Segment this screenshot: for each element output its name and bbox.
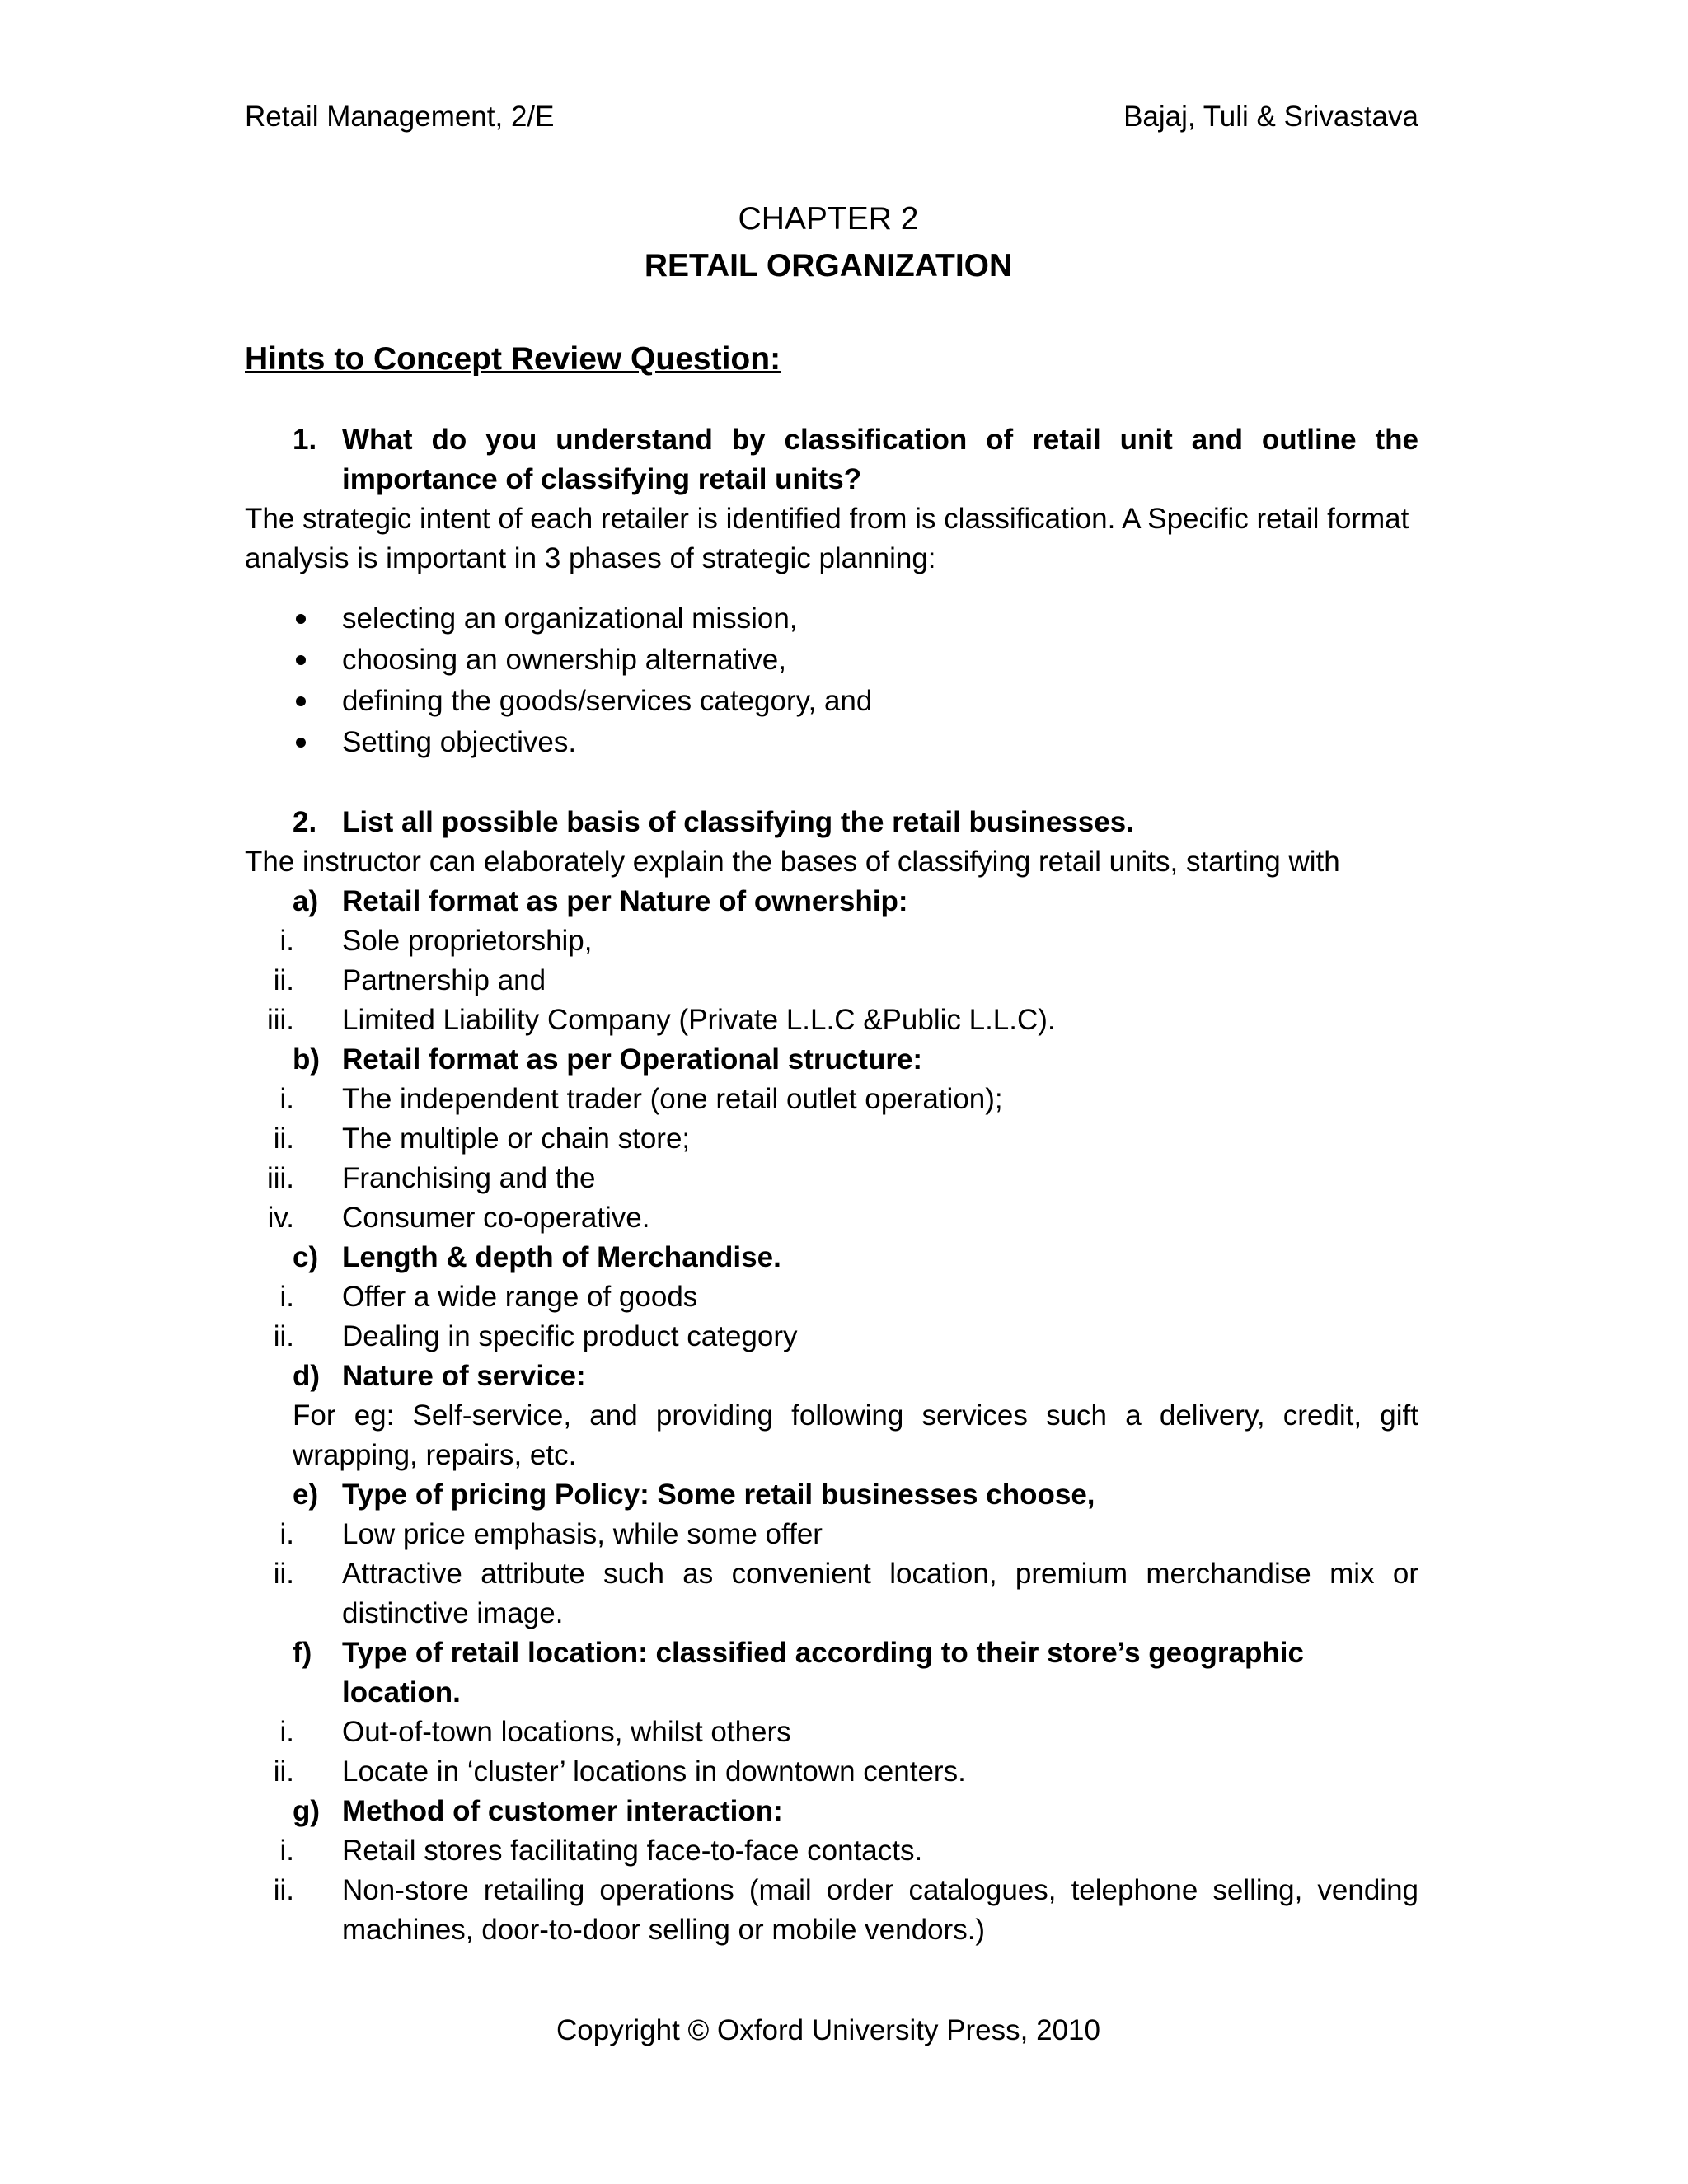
question-text: What do you understand by classification of retail unit and outline the importance of classifying retail units? (342, 424, 1418, 495)
question-number: 2. (293, 806, 317, 838)
list-item-text: Retail stores facilitating face-to-face contacts. (342, 1835, 923, 1867)
subsection-heading (293, 1792, 1418, 1831)
list-item-text: The multiple or chain store; (342, 1122, 691, 1155)
chapter-title: RETAIL ORGANIZATION (644, 248, 1013, 284)
list-item-text: Locate in ‘cluster’ locations in downtown centers. (342, 1755, 966, 1788)
list-item-text: Low price emphasis, while some offer (342, 1518, 823, 1550)
list-item-text: Dealing in specific product category (342, 1320, 798, 1352)
roman-numeral: i. (279, 1281, 294, 1313)
roman-numeral: iv. (267, 1202, 294, 1234)
intro-paragraph: The instructor can elaborately explain the bases of classifying retail units, starting with (245, 846, 1340, 878)
roman-numeral: i. (279, 1835, 294, 1867)
subsection-heading (293, 882, 1418, 921)
list-item (245, 681, 1418, 722)
subsection-title: Nature of service: (342, 1360, 586, 1392)
subsection-note: For eg: Self-service, and providing following services such a delivery, credit, gift wrapping, repairs, etc. (293, 1399, 1418, 1471)
subsection-marker: a) (293, 885, 319, 917)
list-item (245, 1119, 1418, 1159)
subsection-title: Length & depth of Merchandise. (342, 1241, 781, 1273)
list-item (245, 1317, 1418, 1357)
list-item (245, 1831, 1418, 1871)
list-item-text: selecting an organizational mission, (342, 602, 798, 635)
list-item-text: Attractive attribute such as convenient location, premium merchandise mix or distinctive image. (342, 1558, 1418, 1629)
list-item (245, 1515, 1418, 1554)
question-number: 1. (293, 424, 317, 456)
subsection-title: Type of pricing Policy: Some retail businesses choose, (342, 1479, 1095, 1511)
list-item-text: Limited Liability Company (Private L.L.C &Public L.L.C). (342, 1004, 1056, 1036)
list-item-text: defining the goods/services category, and (342, 685, 873, 717)
subsection-marker: f) (293, 1637, 312, 1669)
roman-numeral: ii. (273, 1558, 294, 1590)
bullet-list (245, 598, 1418, 763)
subsection-title: Retail format as per Operational structure: (342, 1043, 923, 1076)
roman-numeral: i. (279, 1518, 294, 1550)
list-item-text: Partnership and (342, 964, 546, 996)
question-2 (293, 803, 1418, 842)
list-item-text: choosing an ownership alternative, (342, 644, 786, 676)
list-item (245, 961, 1418, 1001)
roman-numeral: ii. (273, 1122, 294, 1155)
question-1 (293, 420, 1418, 499)
subsection-heading (293, 1633, 1418, 1713)
list-item (245, 1752, 1418, 1792)
list-item (245, 1713, 1418, 1752)
subsection-marker: c) (293, 1241, 319, 1273)
list-item (245, 1001, 1418, 1040)
roman-numeral: iii. (266, 1162, 294, 1194)
running-header-right: Bajaj, Tuli & Srivastava (1123, 101, 1418, 133)
subsection-title: Type of retail location: classified according to their store’s geographic location. (342, 1637, 1304, 1708)
list-item-text: Offer a wide range of goods (342, 1281, 698, 1313)
roman-numeral: i. (279, 925, 294, 957)
spacer (245, 763, 1418, 803)
subsection-title: Method of customer interaction: (342, 1795, 783, 1827)
list-item-text: The independent trader (one retail outlet operation); (342, 1083, 1003, 1115)
section-heading: Hints to Concept Review Question: (245, 341, 781, 377)
subsection-heading (293, 1357, 1418, 1396)
roman-numeral: i. (279, 1716, 294, 1748)
list-item (245, 1554, 1418, 1633)
list-item-text: Out-of-town locations, whilst others (342, 1716, 791, 1748)
copyright-footer: Copyright © Oxford University Press, 2010 (556, 2014, 1100, 2046)
roman-numeral: iii. (266, 1004, 294, 1036)
roman-numeral: ii. (273, 1755, 294, 1788)
question-text: List all possible basis of classifying the retail businesses. (342, 806, 1134, 838)
list-item-text: Consumer co-operative. (342, 1202, 650, 1234)
answer-paragraph: The strategic intent of each retailer is identified from is classification. A Specific retail format analysis is important in 3 phases of strategic planning: (245, 503, 1409, 574)
list-item (245, 1080, 1418, 1119)
list-item-text: Sole proprietorship, (342, 925, 593, 957)
roman-numeral: ii. (273, 964, 294, 996)
list-item (245, 1159, 1418, 1198)
running-header-left: Retail Management, 2/E (245, 101, 555, 133)
list-item-text: Non-store retailing operations (mail order catalogues, telephone selling, vending machines, door-to-door selling or mobile vendors.) (342, 1874, 1418, 1946)
list-item (245, 640, 1418, 681)
list-item (245, 722, 1418, 763)
list-item-text: Franchising and the (342, 1162, 596, 1194)
subsection-marker: d) (293, 1360, 321, 1392)
roman-numeral: ii. (273, 1874, 294, 1906)
subsection-heading (293, 1475, 1418, 1515)
subsection-title: Retail format as per Nature of ownership: (342, 885, 908, 917)
main-content (245, 420, 1418, 1950)
roman-numeral: i. (279, 1083, 294, 1115)
subsection-marker: g) (293, 1795, 321, 1827)
chapter-number: CHAPTER 2 (738, 201, 919, 237)
subsection-heading (293, 1238, 1418, 1277)
subsection-marker: e) (293, 1479, 319, 1511)
list-item (245, 1277, 1418, 1317)
roman-numeral: ii. (273, 1320, 294, 1352)
list-item (245, 598, 1418, 640)
list-item (245, 921, 1418, 961)
list-item (245, 1198, 1418, 1238)
list-item-text: Setting objectives. (342, 726, 577, 758)
subsection-marker: b) (293, 1043, 321, 1076)
list-item (245, 1871, 1418, 1950)
subsection-heading (293, 1040, 1418, 1080)
